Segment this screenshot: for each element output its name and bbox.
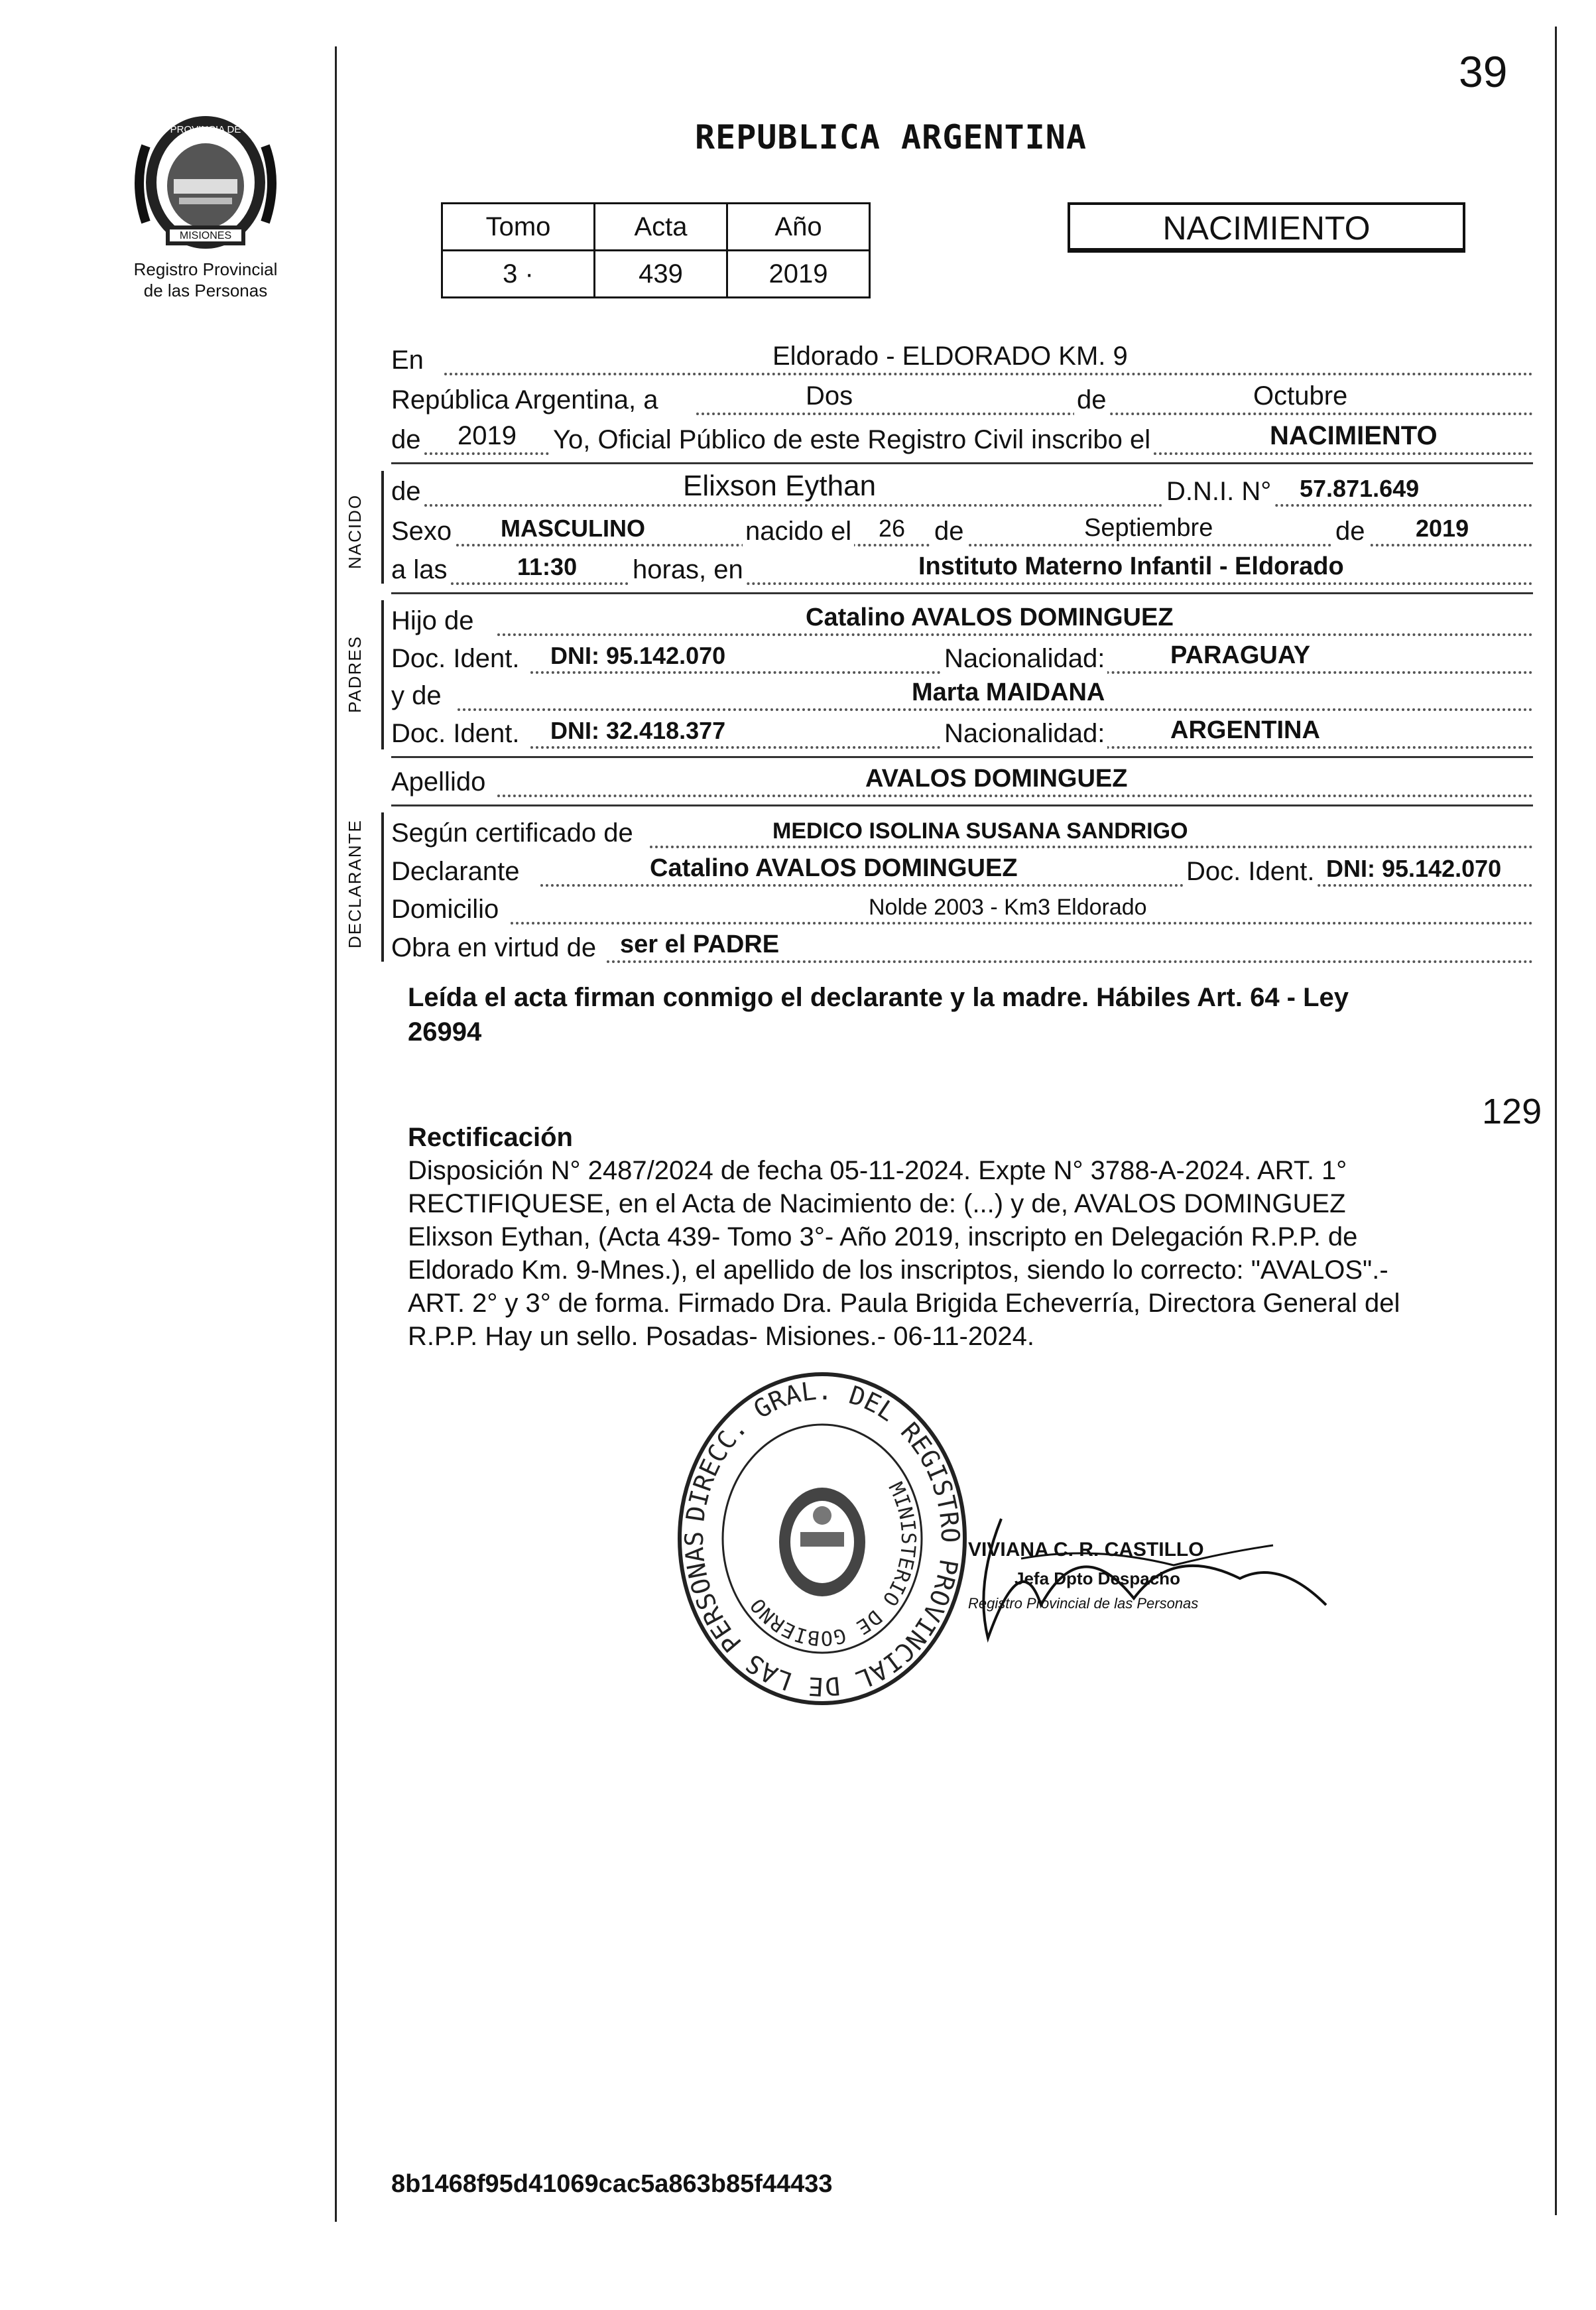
field-obra: ser el PADRE — [620, 930, 780, 958]
field-padre-nac: PARAGUAY — [1170, 641, 1311, 669]
label-de-mes: de — [1074, 385, 1109, 415]
field-mes: Octubre — [1253, 381, 1348, 411]
field-apellido: AVALOS DOMINGUEZ — [865, 765, 1128, 793]
label-hijo-de: Hijo de — [391, 606, 477, 636]
label-de-anio-nac: de — [1333, 517, 1368, 546]
official-stamp — [673, 1366, 971, 1711]
label-declarante-doc: Doc. Ident. — [1184, 857, 1317, 887]
divider-4 — [391, 804, 1533, 806]
row-inscribo — [391, 419, 1533, 458]
field-domicilio: Nolde 2003 - Km3 Eldorado — [869, 895, 1147, 920]
table-header-anio: Año — [727, 204, 870, 251]
signature-block — [961, 1506, 1333, 1651]
field-dia: Dos — [806, 381, 853, 411]
label-nacionalidad-madre: Nacionalidad: — [942, 719, 1107, 749]
table-value-acta: 439 — [595, 251, 727, 298]
rectificacion-line: ART. 2° y 3° de forma. Firmado Dra. Paula Brigida Echeverría, Directora General del — [408, 1289, 1400, 1318]
label-doc-ident-madre: Doc. Ident. — [391, 719, 522, 749]
logo-caption-line2: de las Personas — [143, 281, 268, 300]
stamp-inner-text: MINISTERIO DE GOBIERNO — [746, 1478, 920, 1650]
label-horas-en: horas, en — [630, 555, 746, 585]
rectificacion-line: R.P.P. Hay un sello. Posadas- Misiones.- 06-11-2024. — [408, 1322, 1034, 1351]
table-value-anio: 2019 — [727, 251, 870, 298]
field-declarante: Catalino AVALOS DOMINGUEZ — [650, 854, 1018, 882]
logo-top-text: PROVINCIA DE — [170, 124, 241, 135]
row-madre-doc — [391, 713, 1533, 751]
label-declarante: Declarante — [391, 857, 522, 887]
field-sexo: MASCULINO — [501, 515, 645, 542]
rectificacion-block — [408, 1121, 1562, 1353]
field-certificado: MEDICO ISOLINA SUSANA SANDRIGO — [772, 818, 1188, 844]
table-header-acta: Acta — [595, 204, 727, 251]
nacido-bar — [381, 471, 384, 584]
field-dia-nac: 26 — [879, 515, 906, 542]
label-a-las: a las — [391, 555, 450, 585]
field-anio-nac: 2019 — [1416, 515, 1469, 542]
section-label-padres: PADRES — [345, 635, 365, 713]
row-sexo — [391, 511, 1533, 549]
closing-line1: Leída el acta firman conmigo el declarante y la madre. Hábiles Art. 64 - Ley — [408, 983, 1349, 1012]
rectificacion-number: 129 — [1482, 1092, 1542, 1131]
field-tipo: NACIMIENTO — [1270, 421, 1438, 450]
stamp-seal-icon — [673, 1366, 971, 1711]
section-label-declarante: DECLARANTE — [345, 819, 365, 948]
province-logo — [126, 106, 285, 259]
label-domicilio: Domicilio — [391, 895, 501, 925]
label-nacido-el: nacido el — [743, 517, 854, 546]
field-lugar: Eldorado - ELDORADO KM. 9 — [772, 342, 1128, 371]
field-madre: Marta MAIDANA — [912, 678, 1105, 706]
record-type-box — [1068, 202, 1465, 253]
label-de-anio: de — [391, 425, 424, 455]
record-type-label: NACIMIENTO — [1162, 210, 1371, 247]
label-dni: D.N.I. N° — [1164, 477, 1274, 507]
signature-name: VIVIANA C. R. CASTILLO — [968, 1539, 1204, 1561]
closing-line2: 26994 — [408, 1017, 482, 1047]
label-yo-oficial: Yo, Oficial Público de este Registro Civil inscribo el — [550, 425, 1153, 455]
field-hora: 11:30 — [517, 553, 578, 580]
logo-caption-line1: Registro Provincial — [133, 259, 278, 279]
divider-3 — [391, 756, 1533, 758]
label-en: En — [391, 346, 426, 375]
field-declarante-doc: DNI: 95.142.070 — [1326, 855, 1502, 882]
row-y-de — [391, 675, 1533, 714]
table-value-tomo: 3 · — [442, 251, 595, 298]
field-dni: 57.871.649 — [1300, 475, 1420, 502]
label-sexo: Sexo — [391, 517, 454, 546]
closing-statement — [408, 980, 1349, 1049]
label-obra: Obra en virtud de — [391, 933, 599, 963]
row-fecha — [391, 379, 1533, 418]
label-apellido: Apellido — [391, 767, 488, 797]
stamp-outer-text: DIRECC. GRAL. DEL REGISTRO PROVINCIAL DE LAS PERSONAS — [679, 1376, 965, 1702]
divider-1 — [391, 462, 1533, 464]
page-number: 39 — [1459, 47, 1508, 96]
rectificacion-line: Elixson Eythan, (Acta 439- Tomo 3°- Año 2019, inscripto en Delegación R.P.P. de — [408, 1222, 1358, 1251]
label-segun-cert: Según certificado de — [391, 818, 636, 848]
row-domicilio — [391, 889, 1533, 927]
row-certificado — [391, 812, 1533, 851]
field-lugar-nac: Instituto Materno Infantil - Eldorado — [918, 552, 1344, 580]
row-declarante — [391, 851, 1533, 889]
left-margin-line — [335, 46, 337, 2222]
field-padre-doc: DNI: 95.142.070 — [550, 642, 726, 669]
field-padre: Catalino AVALOS DOMINGUEZ — [806, 604, 1174, 631]
logo-bottom-text: MISIONES — [179, 230, 232, 241]
declarante-bar — [381, 812, 384, 962]
document-hash: 8b1468f95d41069cac5a863b85f44433 — [391, 2170, 833, 2198]
row-apellido — [391, 761, 1533, 800]
field-madre-doc: DNI: 32.418.377 — [550, 717, 726, 744]
field-mes-nac: Septiembre — [1084, 514, 1213, 542]
field-nombre: Elixson Eythan — [683, 470, 877, 502]
padres-bar — [381, 600, 384, 749]
row-hora — [391, 549, 1533, 588]
rectificacion-title: Rectificación — [408, 1123, 573, 1152]
label-doc-ident-padre: Doc. Ident. — [391, 644, 522, 674]
signature-org: Registro Provincial de las Personas — [968, 1595, 1199, 1612]
field-anio: 2019 — [458, 421, 517, 450]
label-republica: República Argentina, a — [391, 385, 661, 415]
divider-2 — [391, 592, 1533, 594]
label-de-nombre: de — [391, 477, 424, 507]
record-table — [441, 202, 871, 298]
row-obra — [391, 927, 1533, 966]
field-madre-nac: ARGENTINA — [1170, 716, 1320, 744]
country-title: REPUBLICA ARGENTINA — [695, 118, 1087, 157]
label-nacionalidad-padre: Nacionalidad: — [942, 644, 1107, 674]
table-header-tomo: Tomo — [442, 204, 595, 251]
label-de-mes-nac: de — [932, 517, 967, 546]
row-nombre — [391, 471, 1533, 509]
row-hijo-de — [391, 600, 1533, 639]
rectificacion-line: Eldorado Km. 9-Mnes.), el apellido de los inscriptos, siendo lo correcto: "AVALOS".- — [408, 1255, 1388, 1285]
row-padre-doc — [391, 638, 1533, 676]
rectificacion-line: Disposición N° 2487/2024 de fecha 05-11-2024. Expte N° 3788-A-2024. ART. 1° — [408, 1156, 1347, 1185]
signature-title: Jefa Dpto Despacho — [1014, 1569, 1180, 1588]
logo-caption — [99, 259, 312, 301]
row-en — [391, 340, 1533, 378]
label-y-de: y de — [391, 681, 444, 711]
section-label-nacido: NACIDO — [345, 493, 365, 569]
rectificacion-line: RECTIFIQUESE, en el Acta de Nacimiento de: (...) y de, AVALOS DOMINGUEZ — [408, 1189, 1346, 1218]
coat-of-arms-icon — [126, 106, 285, 259]
